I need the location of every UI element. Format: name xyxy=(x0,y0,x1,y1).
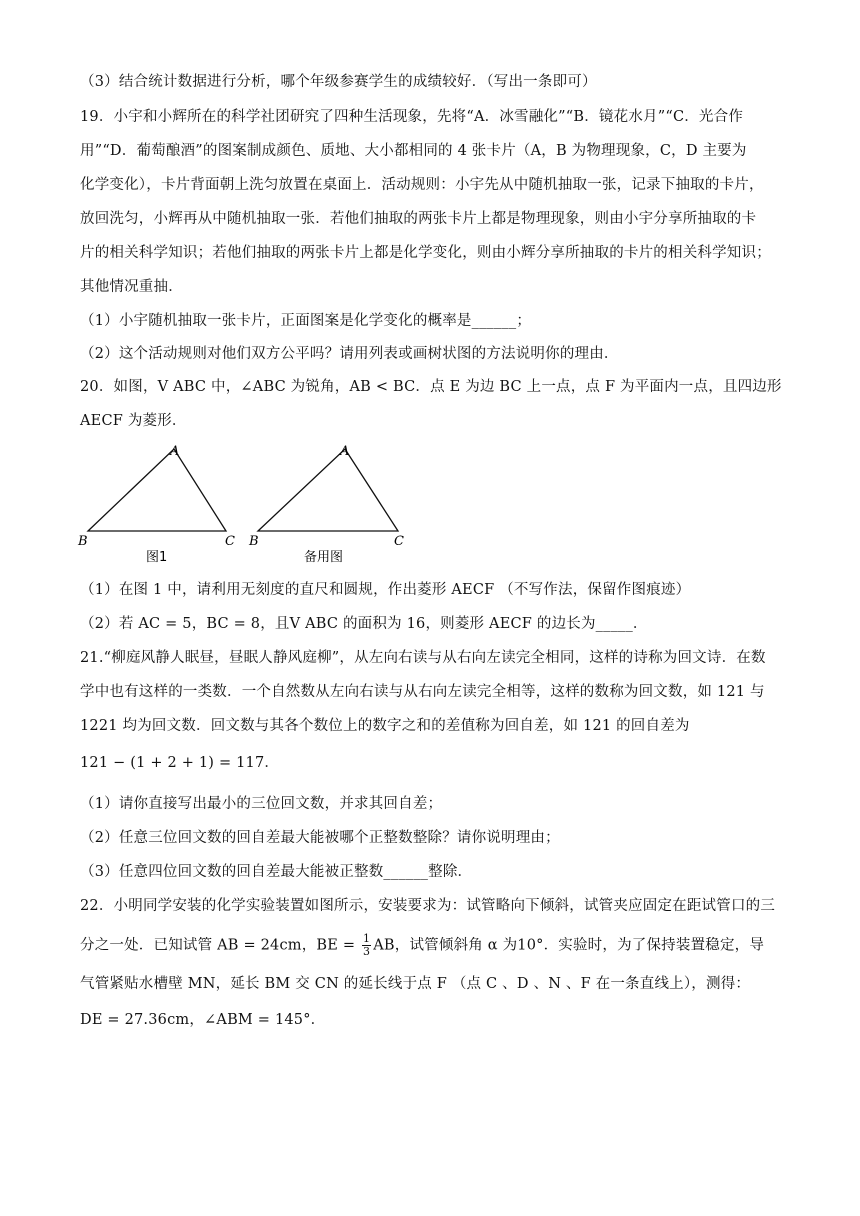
triangle-figures xyxy=(76,443,416,573)
q21-line2: 学中也有这样的一类数．一个自然数从左向右读与从右向左读完全相等，这样的数称为回文数，如 121 与 xyxy=(80,684,765,700)
q22-line4: DE = 27.36cm，∠ABM = 145°． xyxy=(80,1012,326,1028)
q21-part1: （1）请你直接写出最小的三位回文数，并求其回自差； xyxy=(80,796,443,812)
q20-part1: （1）在图 1 中，请利用无刻度的直尺和圆规，作出菱形 AECF （不写作法，保留作图痕迹） xyxy=(80,582,691,598)
q21-part3: （3）任意四位回文数的回自差最大能被正整数______整除． xyxy=(80,864,473,880)
fig2-vertex-b: B xyxy=(249,534,259,549)
q21-line3: 1221 均为回文数．回文数与其各个数位上的数字之和的差值称为回自差，如 121 的回自差为 xyxy=(80,718,690,734)
q19-part1: （1）小宇随机抽取一张卡片，正面图案是化学变化的概率是______； xyxy=(80,313,532,329)
q19-line2: 用”“D．葡萄酿酒”的图案制成颜色、质地、大小都相同的 4 张卡片（A，B 为物理现象，C，D 主要为 xyxy=(80,143,747,159)
q22-line2 xyxy=(80,933,780,958)
q19-line6: 其他情况重抽． xyxy=(80,279,183,295)
q22-line2-end: AB，试管倾斜角 α 为10°．实验时，为了保持装置稳定，导 xyxy=(373,937,765,954)
q22-line2-start: 分之一处．已知试管 AB = 24cm，BE = xyxy=(80,937,361,954)
q19-line3: 化学变化），卡片背面朝上洗匀放置在桌面上．活动规则：小宇先从中随机抽取一张，记录下抽取的卡片， xyxy=(80,177,764,193)
fraction-numerator: 1 xyxy=(363,932,371,945)
triangle-abc-fig2 xyxy=(258,449,398,531)
q20-part2: （2）若 AC = 5，BC = 8，且V ABC 的面积为 16，则菱形 AECF 的边长为_____． xyxy=(80,616,648,632)
fraction-denominator: 3 xyxy=(363,945,371,958)
fig1-vertex-b: B xyxy=(78,534,88,549)
q21-line1: 21.“柳庭风静人眠昼，昼眠人静风庭柳”，从左向右读与从右向左读完全相同，这样的诗称为回文诗．在数 xyxy=(80,650,766,666)
triangle-abc-fig1 xyxy=(88,449,226,531)
q20-line2: AECF 为菱形． xyxy=(80,413,187,429)
fig1-vertex-c: C xyxy=(225,534,235,549)
fig1-vertex-a: A xyxy=(170,444,180,459)
q20-line1: 20．如图，V ABC 中，∠ABC 为锐角，AB < BC．点 E 为边 BC 上一点，点 F 为平面内一点，且四边形 xyxy=(80,379,782,395)
fig2-vertex-c: C xyxy=(394,534,404,549)
q19-part2: （2）这个活动规则对他们双方公平吗？请用列表或画树状图的方法说明你的理由． xyxy=(80,346,619,362)
q22-line1: 22．小明同学安装的化学实验装置如图所示，安装要求为：试管略向下倾斜，试管夹应固定在距试管口的三 xyxy=(80,898,776,914)
q21-line4: 121 − (1 + 2 + 1) = 117． xyxy=(80,755,280,771)
q22-line3: 气管紧贴水槽壁 MN，延长 BM 交 CN 的延长线于点 F （点 C 、D 、N 、F 在一条直线上），测得： xyxy=(80,976,751,992)
q19-line5: 片的相关科学知识；若他们抽取的两张卡片上都是化学变化，则由小辉分享所抽取的卡片的相关科学知识； xyxy=(80,245,771,261)
q19-line4: 放回洗匀，小辉再从中随机抽取一张．若他们抽取的两张卡片上都是物理现象，则由小宇分享所抽取的卡 xyxy=(80,211,757,227)
q21-part2: （2）任意三位回文数的回自差最大能被哪个正整数整除？请你说明理由； xyxy=(80,830,560,846)
one-third-fraction xyxy=(362,933,371,958)
q19-line1: 19．小宇和小辉所在的科学社团研究了四种生活现象，先将“A．冰雪融化”“B．镜花水月”“C．光合作 xyxy=(80,109,744,125)
q18-part3: （3）结合统计数据进行分析，哪个年级参赛学生的成绩较好．（写出一条即可） xyxy=(80,74,597,90)
fig2-caption: 备用图 xyxy=(304,550,344,565)
fig2-vertex-a: A xyxy=(340,444,350,459)
fig1-caption: 图1 xyxy=(146,550,168,565)
